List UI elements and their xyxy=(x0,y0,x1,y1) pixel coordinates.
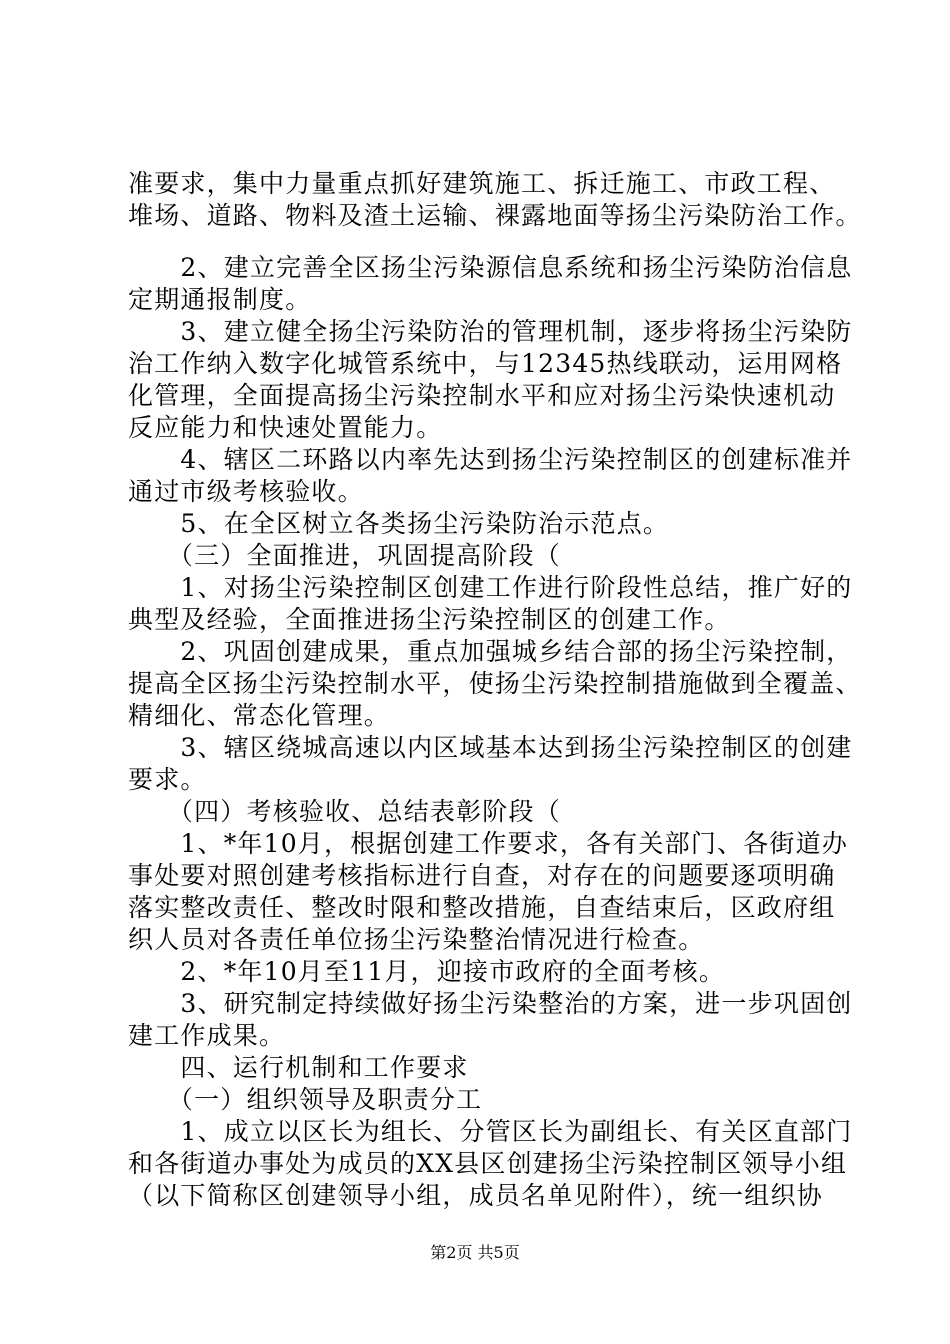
text-line: 提高全区扬尘污染控制水平，使扬尘污染控制措施做到全覆盖、 xyxy=(128,669,862,698)
text-line: 通过市级考核验收。 xyxy=(128,477,364,506)
section-heading: （三）全面推进，巩固提高阶段（ xyxy=(128,541,561,570)
text-line: 1、*年10月，根据创建工作要求，各有关部门、各街道办 xyxy=(128,829,849,858)
paragraph-gap xyxy=(128,232,840,252)
text-line: 1、成立以区长为组长、分管区长为副组长、有关区直部门 xyxy=(128,1117,853,1146)
text-line: （以下简称区创建领导小组，成员名单见附件），统一组织协 xyxy=(128,1181,823,1210)
text-line: 5、在全区树立各类扬尘污染防治示范点。 xyxy=(128,509,670,538)
text-line: 2、巩固创建成果，重点加强城乡结合部的扬尘污染控制， xyxy=(128,637,853,666)
text-line: 准要求，集中力量重点抓好建筑施工、拆迁施工、市政工程、 xyxy=(128,169,836,198)
text-line: 堆场、道路、物料及渣土运输、裸露地面等扬尘污染防治工作。 xyxy=(128,201,862,230)
section-heading: （四）考核验收、总结表彰阶段（ xyxy=(128,797,561,826)
text-line: 3、建立健全扬尘污染防治的管理机制，逐步将扬尘污染防 xyxy=(128,317,853,346)
text-line: 织人员对各责任单位扬尘污染整治情况进行检查。 xyxy=(128,925,705,954)
text-line: 要求。 xyxy=(128,765,207,794)
text-line: 定期通报制度。 xyxy=(128,285,312,314)
text-line: 3、研究制定持续做好扬尘污染整治的方案，进一步巩固创 xyxy=(128,989,853,1018)
text-line: 精细化、常态化管理。 xyxy=(128,701,391,730)
section-heading: 四、运行机制和工作要求 xyxy=(128,1053,469,1082)
text-line: 3、辖区绕城高速以内区域基本达到扬尘污染控制区的创建 xyxy=(128,733,853,762)
text-line: 典型及经验，全面推进扬尘污染控制区的创建工作。 xyxy=(128,605,731,634)
page-number-footer: 第2页 共5页 xyxy=(430,1243,520,1262)
text-line: 1、对扬尘污染控制区创建工作进行阶段性总结，推广好的 xyxy=(128,573,853,602)
text-line: 治工作纳入数字化城管系统中，与12345热线联动，运用网格 xyxy=(128,349,843,378)
text-line: 事处要对照创建考核指标进行自查，对存在的问题要逐项明确 xyxy=(128,861,836,890)
text-line: 和各街道办事处为成员的XX县区创建扬尘污染控制区领导小组 xyxy=(128,1149,848,1178)
text-line: 建工作成果。 xyxy=(128,1021,286,1050)
text-line: 4、辖区二环路以内率先达到扬尘污染控制区的创建标准并 xyxy=(128,445,853,474)
text-line: 2、建立完善全区扬尘污染源信息系统和扬尘污染防治信息 xyxy=(128,253,853,282)
text-line: 反应能力和快速处置能力。 xyxy=(128,413,443,442)
text-line: 落实整改责任、整改时限和整改措施，自查结束后，区政府组 xyxy=(128,893,836,922)
section-heading: （一）组织领导及职责分工 xyxy=(128,1085,483,1114)
text-line: 化管理，全面提高扬尘污染控制水平和应对扬尘污染快速机动 xyxy=(128,381,836,410)
text-line: 2、*年10月至11月，迎接市政府的全面考核。 xyxy=(128,957,726,986)
document-body xyxy=(128,168,862,1212)
